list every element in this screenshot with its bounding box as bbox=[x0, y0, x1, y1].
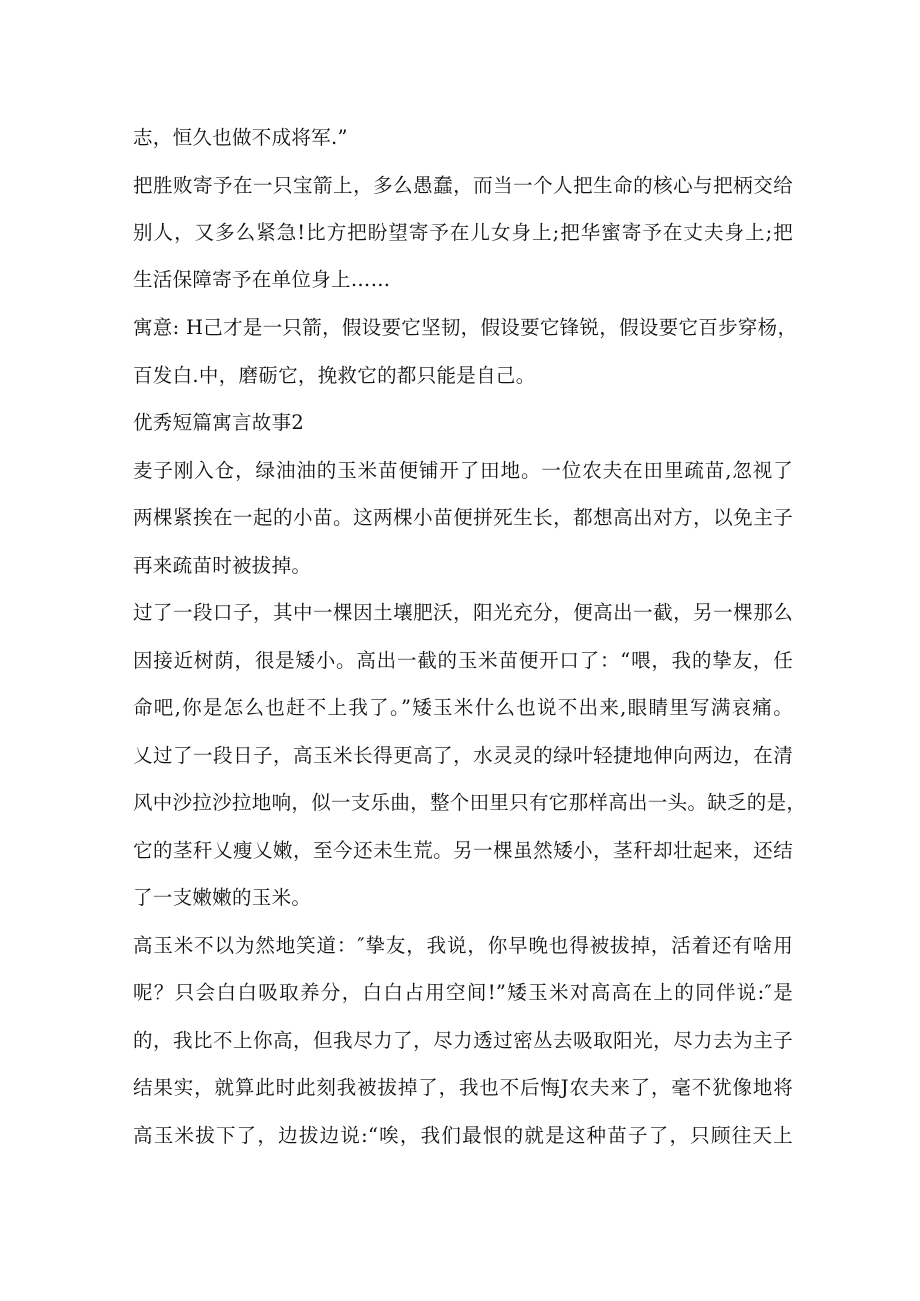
text-line: 的，我比不上你高，但我尽力了，尽力透过密丛去吸取阳光，尽力去为主子 bbox=[133, 1029, 793, 1052]
text-line: 把胜败寄予在一只宝箭上，多么愚蠢，而当一个人把生命的核心与把柄交给 bbox=[133, 174, 793, 197]
text-line: 了一支嫩嫩的玉米。 bbox=[133, 886, 312, 909]
text-line: 百发白.中，磨砺它，挽救它的都只能是自己。 bbox=[133, 364, 536, 387]
text-line: 命吧,你是怎么也赶不上我了。”矮玉米什么也说不出来,眼睛里写满哀痛。 bbox=[133, 696, 793, 719]
text-line: 乂过了一段日子，高玉米长得更高了，水灵灵的绿叶轻捷地伸向两边，在清 bbox=[133, 744, 793, 767]
text-line: 高玉米拔下了，边拔边说:“唉，我们最恨的就是这种苗子了，只顾往天上 bbox=[133, 1124, 793, 1147]
text-line: 风中沙拉沙拉地响，似一支乐曲，整个田里只有它那样高出一头。缺乏的是， bbox=[133, 791, 807, 814]
text-line: 结果实，就算此时此刻我被拔掉了，我也不后悔J农夫来了，毫不犹像地将 bbox=[133, 1076, 793, 1099]
text-line: 麦子刚入仓，绿油油的玉米苗便铺开了田地。一位农夫在田里疏苗,忽视了 bbox=[133, 459, 793, 482]
section-heading: 优秀短篇寓言故事2 bbox=[133, 411, 305, 434]
text-line: 再来疏苗时被拔掉。 bbox=[133, 554, 312, 577]
text-line: 两棵紧挨在一起的小苗。这两棵小苗便拼死生长，都想高出对方，以免主子 bbox=[133, 506, 793, 529]
text-line: 志，恒久也做不成将军.” bbox=[133, 126, 348, 149]
text-line: 因接近树荫，很是矮小。高出一截的玉米苗便开口了：“喂，我的挚友，任 bbox=[133, 649, 793, 672]
text-line: 高玉米不以为然地笑道：″挚友，我说，你早晚也得被拔掉，活着还有啥用 bbox=[133, 934, 793, 957]
text-line: 它的茎秆乂瘦乂嫩，至今还未生荒。另一棵虽然矮小，茎秆却壮起来，还结 bbox=[133, 839, 793, 862]
text-line: 别人，又多么紧急!比方把盼望寄予在儿女身上;把华蜜寄予在丈夫身上;把 bbox=[133, 221, 793, 244]
text-line: 寓意: H己才是一只箭，假设要它坚韧，假设要它锋锐，假设要它百步穿杨， bbox=[133, 316, 798, 339]
text-line: 呢？只会白白吸取养分，白白占用空间!”矮玉米对高高在上的同伴说:″是 bbox=[133, 981, 793, 1004]
text-line: 生活保障寄予在单位身上…… bbox=[133, 268, 391, 291]
text-line: 过了一段口子，其中一棵因土壤肥沃，阳光充分，便高出一截，另一棵那么 bbox=[133, 601, 793, 624]
